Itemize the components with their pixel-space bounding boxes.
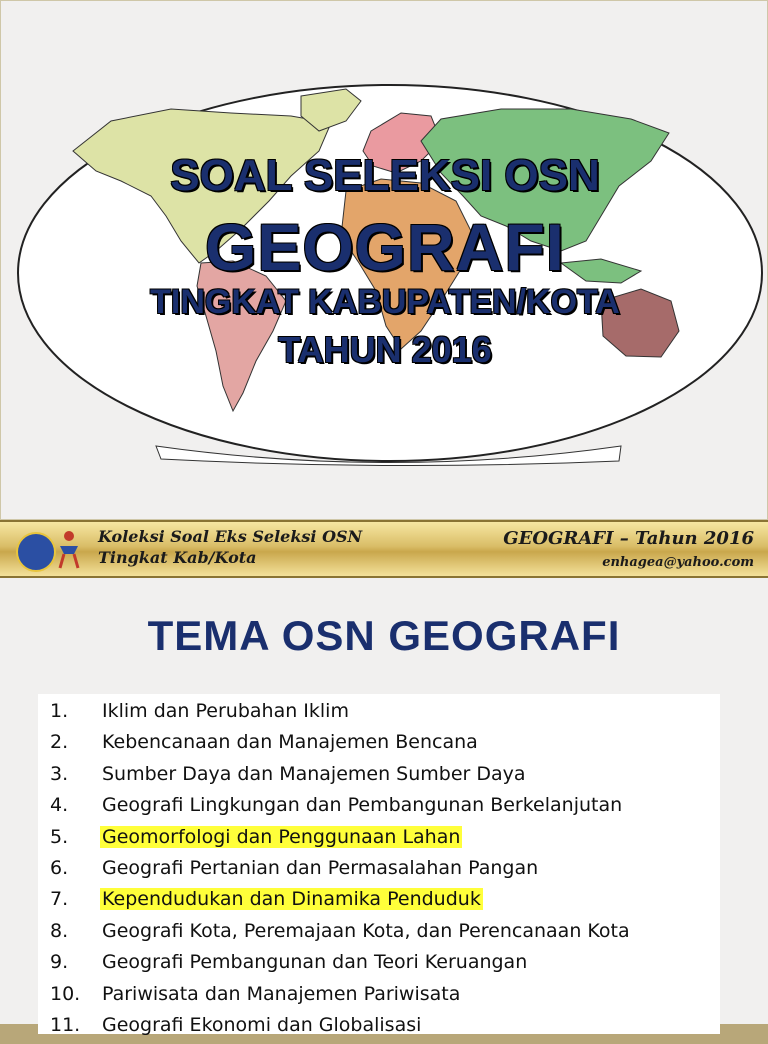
list-item-label: Geografi Pembangunan dan Teori Keruangan	[102, 951, 528, 974]
header-banner	[0, 520, 768, 578]
slide-heading: TEMA OSN GEOGRAFI	[147, 612, 621, 659]
list-item-label: Geografi Ekonomi dan Globalisasi	[102, 1014, 422, 1036]
list-item-number: 10.	[50, 982, 81, 1005]
list-item-label: Iklim dan Perubahan Iklim	[102, 700, 349, 722]
list-item-number: 11.	[50, 1014, 81, 1036]
list-item-number: 4.	[50, 794, 69, 817]
list-item-label: Kependudukan dan Dinamika Penduduk	[102, 888, 481, 911]
cover-title-line3: TINGKAT KABUPATEN/KOTA	[150, 283, 620, 321]
cover-title-line2: GEOGRAFI	[204, 210, 565, 284]
banner-subject-year: GEOGRAFI – Tahun 2016	[503, 528, 754, 549]
banner-collection-text: Koleksi Soal Eks Seleksi OSN	[98, 527, 363, 546]
list-item-number: 3.	[50, 762, 69, 785]
cover-title-line1: SOAL SELEKSI OSN	[170, 151, 600, 200]
list-item-label: Geografi Pertanian dan Permasalahan Pangan	[102, 857, 539, 879]
list-item-label: Geografi Lingkungan dan Pembangunan Berkelanjutan	[102, 794, 623, 817]
list-item-label: Geomorfologi dan Penggunaan Lahan	[102, 825, 461, 848]
cover-title-line4: TAHUN 2016	[278, 329, 492, 370]
banner-level-text: Tingkat Kab/Kota	[98, 548, 257, 567]
ministry-logo-icon	[16, 532, 56, 572]
list-item-label: Sumber Daya dan Manajemen Sumber Daya	[102, 762, 526, 785]
list-item-number: 8.	[50, 919, 69, 942]
cover-slide	[0, 0, 768, 520]
list-item-number: 1.	[50, 700, 69, 722]
theme-slide	[0, 578, 768, 1036]
list-item-number: 2.	[50, 731, 69, 754]
banner-email: enhagea@yahoo.com	[602, 555, 754, 570]
list-item-number: 9.	[50, 951, 69, 974]
list-item-label: Geografi Kota, Peremajaan Kota, dan Perencanaan Kota	[102, 919, 630, 942]
list-item-label: Pariwisata dan Manajemen Pariwisata	[102, 982, 461, 1005]
list-item-number: 6.	[50, 857, 69, 879]
osn-figure-icon	[56, 530, 82, 570]
list-item-number: 5.	[50, 825, 69, 848]
list-item-label: Kebencanaan dan Manajemen Bencana	[102, 731, 478, 754]
list-item-number: 7.	[50, 888, 69, 911]
theme-list	[38, 694, 720, 1034]
